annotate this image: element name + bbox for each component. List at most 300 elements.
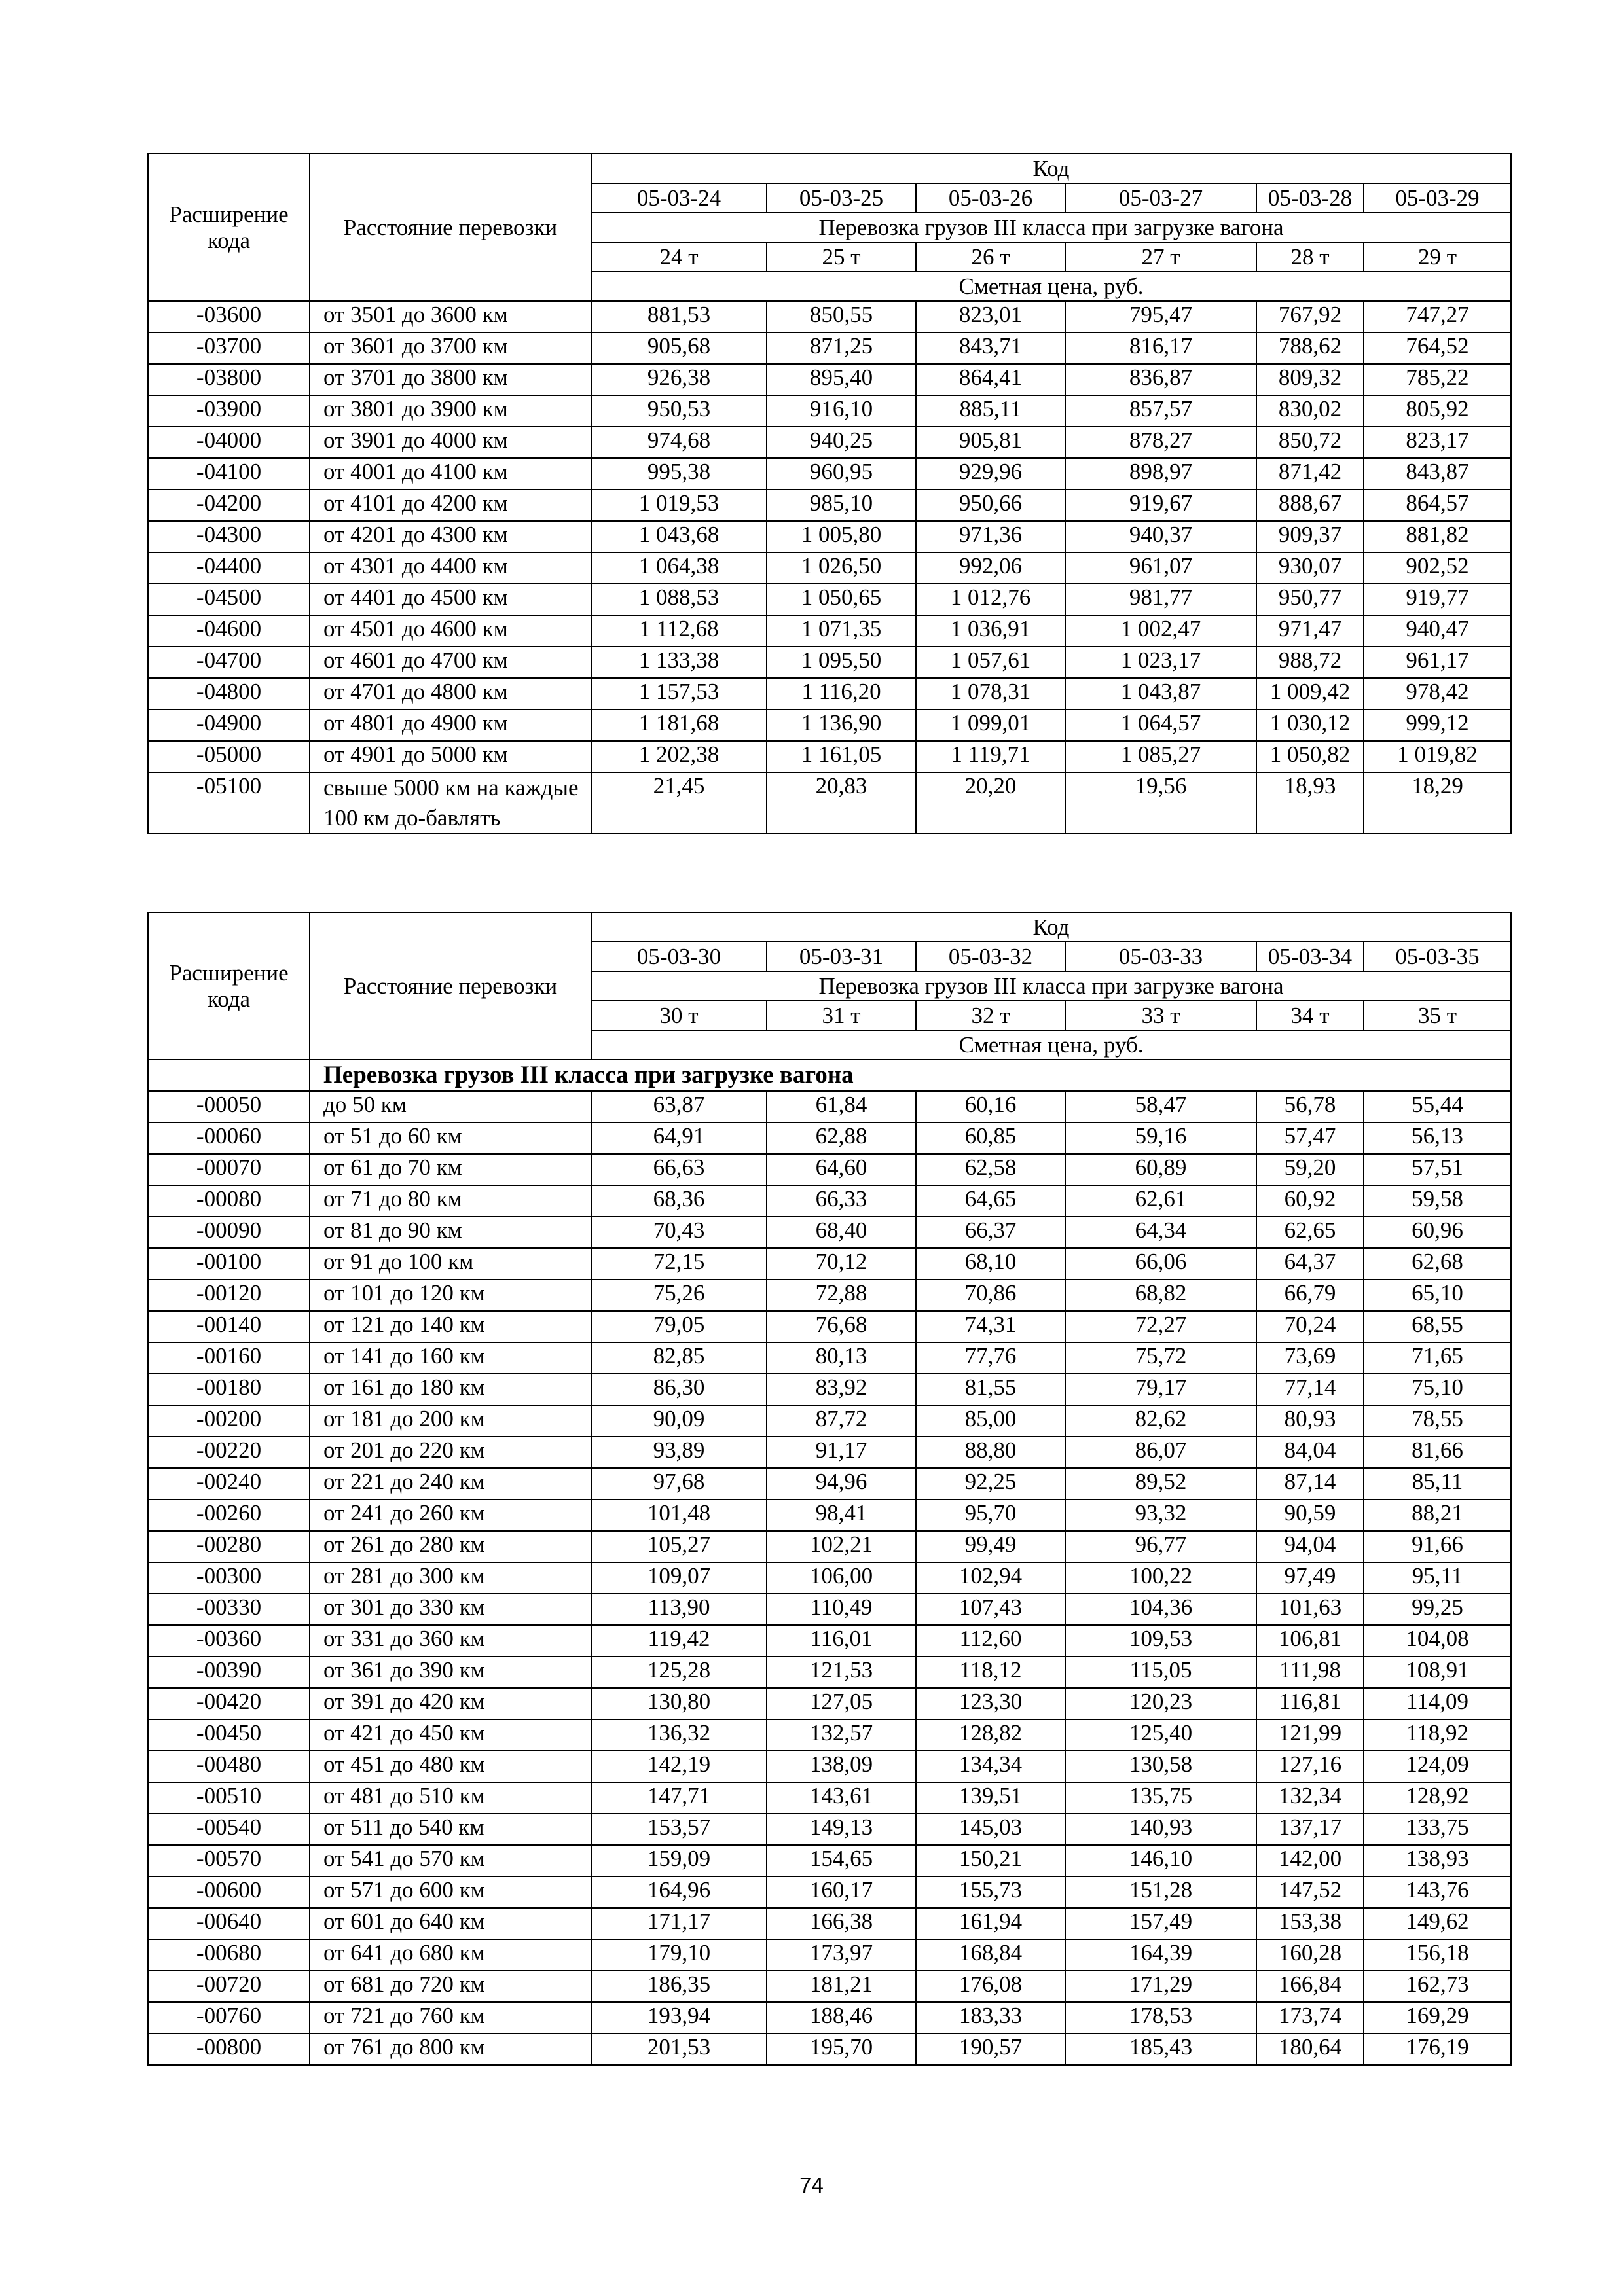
price-cell: 108,91 (1364, 1657, 1511, 1688)
code-extension-cell: -04200 (148, 490, 310, 521)
distance-cell: свыше 5000 км на каждые 100 км до-бавлять (310, 772, 591, 834)
price-cell: 77,76 (916, 1342, 1065, 1374)
price-cell: 154,65 (767, 1845, 916, 1876)
table-row (148, 1876, 1511, 1908)
price-cell: 919,77 (1364, 584, 1511, 615)
price-cell: 919,67 (1065, 490, 1256, 521)
price-cell: 61,84 (767, 1091, 916, 1122)
price-cell: 66,37 (916, 1217, 1065, 1248)
price-cell: 137,17 (1256, 1814, 1364, 1845)
table-row (148, 1437, 1511, 1468)
header-price-label: Сметная цена, руб. (591, 272, 1511, 301)
distance-cell: от 511 до 540 км (310, 1814, 591, 1845)
price-cell: 107,43 (916, 1594, 1065, 1625)
price-cell: 92,25 (916, 1468, 1065, 1499)
distance-cell: от 4901 до 5000 км (310, 741, 591, 772)
price-cell: 830,02 (1256, 395, 1364, 427)
price-cell: 62,58 (916, 1154, 1065, 1185)
distance-cell: от 571 до 600 км (310, 1876, 591, 1908)
price-cell: 850,72 (1256, 427, 1364, 458)
table-row (148, 1751, 1511, 1782)
price-cell: 81,55 (916, 1374, 1065, 1405)
price-cell: 56,78 (1256, 1091, 1364, 1122)
price-cell: 73,69 (1256, 1342, 1364, 1374)
price-cell: 60,16 (916, 1091, 1065, 1122)
table-row (148, 1499, 1511, 1531)
price-cell: 940,25 (767, 427, 916, 458)
price-cell: 1 161,05 (767, 741, 916, 772)
price-cell: 58,47 (1065, 1091, 1256, 1122)
price-cell: 950,66 (916, 490, 1065, 521)
price-cell: 1 012,76 (916, 584, 1065, 615)
price-cell: 116,01 (767, 1625, 916, 1657)
code-extension-cell: -00510 (148, 1782, 310, 1814)
table-row (148, 1908, 1511, 1939)
distance-cell: от 4401 до 4500 км (310, 584, 591, 615)
price-cell: 1 064,57 (1065, 709, 1256, 741)
distance-cell: от 3801 до 3900 км (310, 395, 591, 427)
price-cell: 99,25 (1364, 1594, 1511, 1625)
price-cell: 147,52 (1256, 1876, 1364, 1908)
price-cell: 63,87 (591, 1091, 767, 1122)
table-row (148, 1280, 1511, 1311)
price-cell: 56,13 (1364, 1122, 1511, 1154)
distance-cell: от 121 до 140 км (310, 1311, 591, 1342)
table-row (148, 709, 1511, 741)
distance-cell: от 4801 до 4900 км (310, 709, 591, 741)
code-extension-cell: -00120 (148, 1280, 310, 1311)
price-cell: 79,17 (1065, 1374, 1256, 1405)
price-cell: 909,37 (1256, 521, 1364, 552)
price-cell: 188,46 (767, 2002, 916, 2034)
code-extension-cell: -00680 (148, 1939, 310, 1971)
price-cell: 156,18 (1364, 1939, 1511, 1971)
price-cell: 66,33 (767, 1185, 916, 1217)
table-row (148, 1217, 1511, 1248)
code-extension-cell: -00360 (148, 1625, 310, 1657)
price-cell: 186,35 (591, 1971, 767, 2002)
price-cell: 153,38 (1256, 1908, 1364, 1939)
distance-cell: от 641 до 680 км (310, 1939, 591, 1971)
price-cell: 105,27 (591, 1531, 767, 1562)
code-extension-cell: -04000 (148, 427, 310, 458)
header-code: Код (591, 912, 1511, 942)
price-cell: 764,52 (1364, 332, 1511, 364)
distance-cell: от 261 до 280 км (310, 1531, 591, 1562)
distance-cell: от 4601 до 4700 км (310, 647, 591, 678)
price-cell: 80,13 (767, 1342, 916, 1374)
price-cell: 102,21 (767, 1531, 916, 1562)
header-code-number: 05-03-34 (1256, 942, 1364, 971)
price-cell: 871,42 (1256, 458, 1364, 490)
price-cell: 160,17 (767, 1876, 916, 1908)
price-cell: 64,60 (767, 1154, 916, 1185)
price-cell: 805,92 (1364, 395, 1511, 427)
code-extension-cell: -00720 (148, 1971, 310, 2002)
price-cell: 18,93 (1256, 772, 1364, 834)
table-row (148, 1468, 1511, 1499)
price-cell: 65,10 (1364, 1280, 1511, 1311)
price-cell: 123,30 (916, 1688, 1065, 1719)
price-cell: 193,94 (591, 2002, 767, 2034)
price-cell: 823,17 (1364, 427, 1511, 458)
price-cell: 124,09 (1364, 1751, 1511, 1782)
price-cell: 795,47 (1065, 301, 1256, 332)
table-row (148, 1719, 1511, 1751)
price-cell: 166,38 (767, 1908, 916, 1939)
price-cell: 136,32 (591, 1719, 767, 1751)
price-cell: 64,65 (916, 1185, 1065, 1217)
price-cell: 78,55 (1364, 1405, 1511, 1437)
distance-cell: от 4701 до 4800 км (310, 678, 591, 709)
price-cell: 1 095,50 (767, 647, 916, 678)
price-cell: 885,11 (916, 395, 1065, 427)
price-cell: 134,34 (916, 1751, 1065, 1782)
price-cell: 145,03 (916, 1814, 1065, 1845)
distance-cell: от 221 до 240 км (310, 1468, 591, 1499)
code-extension-cell: -00300 (148, 1562, 310, 1594)
price-cell: 871,25 (767, 332, 916, 364)
table-row (148, 1311, 1511, 1342)
price-cell: 151,28 (1065, 1876, 1256, 1908)
price-cell: 1 157,53 (591, 678, 767, 709)
price-cell: 60,96 (1364, 1217, 1511, 1248)
header-code-number: 05-03-30 (591, 942, 767, 971)
distance-cell: от 331 до 360 км (310, 1625, 591, 1657)
table-row (148, 584, 1511, 615)
price-cell: 99,49 (916, 1531, 1065, 1562)
price-cell: 190,57 (916, 2034, 1065, 2065)
header-tonnage: 25 т (767, 242, 916, 272)
code-extension-cell: -00240 (148, 1468, 310, 1499)
price-cell: 62,88 (767, 1122, 916, 1154)
price-cell: 905,68 (591, 332, 767, 364)
distance-cell: от 281 до 300 км (310, 1562, 591, 1594)
price-cell: 74,31 (916, 1311, 1065, 1342)
table-row (148, 647, 1511, 678)
code-extension-cell: -00070 (148, 1154, 310, 1185)
price-cell: 809,32 (1256, 364, 1364, 395)
price-cell: 978,42 (1364, 678, 1511, 709)
price-cell: 961,07 (1065, 552, 1256, 584)
code-extension-cell: -00180 (148, 1374, 310, 1405)
price-cell: 20,83 (767, 772, 916, 834)
table-row (148, 490, 1511, 521)
price-cell: 85,11 (1364, 1468, 1511, 1499)
distance-cell: от 81 до 90 км (310, 1217, 591, 1248)
price-cell: 1 057,61 (916, 647, 1065, 678)
price-cell: 843,71 (916, 332, 1065, 364)
code-extension-cell: -00800 (148, 2034, 310, 2065)
code-extension-cell: -05100 (148, 772, 310, 834)
price-cell: 60,92 (1256, 1185, 1364, 1217)
table-row (148, 1625, 1511, 1657)
price-cell: 80,93 (1256, 1405, 1364, 1437)
table-row (148, 1594, 1511, 1625)
price-cell: 149,13 (767, 1814, 916, 1845)
price-cell: 143,76 (1364, 1876, 1511, 1908)
table-row (148, 364, 1511, 395)
distance-cell: от 71 до 80 км (310, 1185, 591, 1217)
price-cell: 57,51 (1364, 1154, 1511, 1185)
price-cell: 1 064,38 (591, 552, 767, 584)
price-cell: 140,93 (1065, 1814, 1256, 1845)
price-cell: 18,29 (1364, 772, 1511, 834)
table-row (148, 1374, 1511, 1405)
price-cell: 1 088,53 (591, 584, 767, 615)
table-row (148, 1154, 1511, 1185)
table-header (148, 154, 1511, 301)
price-cell: 55,44 (1364, 1091, 1511, 1122)
distance-cell: от 601 до 640 км (310, 1908, 591, 1939)
price-cell: 68,55 (1364, 1311, 1511, 1342)
price-cell: 971,47 (1256, 615, 1364, 647)
price-cell: 195,70 (767, 2034, 916, 2065)
price-cell: 62,61 (1065, 1185, 1256, 1217)
price-cell: 83,92 (767, 1374, 916, 1405)
price-cell: 864,57 (1364, 490, 1511, 521)
header-row (148, 154, 1511, 183)
header-code-extension: Расширение кода (148, 912, 310, 1060)
price-cell: 940,47 (1364, 615, 1511, 647)
price-cell: 905,81 (916, 427, 1065, 458)
price-cell: 1 133,38 (591, 647, 767, 678)
code-extension-cell: -00640 (148, 1908, 310, 1939)
price-cell: 139,51 (916, 1782, 1065, 1814)
price-cell: 106,00 (767, 1562, 916, 1594)
price-cell: 142,00 (1256, 1845, 1364, 1876)
header-tonnage: 28 т (1256, 242, 1364, 272)
distance-cell: от 721 до 760 км (310, 2002, 591, 2034)
table-row (148, 301, 1511, 332)
price-cell: 121,53 (767, 1657, 916, 1688)
code-extension-cell: -00080 (148, 1185, 310, 1217)
price-cell: 1 043,68 (591, 521, 767, 552)
price-cell: 70,24 (1256, 1311, 1364, 1342)
price-cell: 1 023,17 (1065, 647, 1256, 678)
section-row (148, 1060, 1511, 1091)
table-row (148, 741, 1511, 772)
table-row (148, 1562, 1511, 1594)
distance-cell: от 3701 до 3800 км (310, 364, 591, 395)
distance-cell: от 201 до 220 км (310, 1437, 591, 1468)
price-cell: 1 002,47 (1065, 615, 1256, 647)
price-cell: 77,14 (1256, 1374, 1364, 1405)
code-extension-cell: -03800 (148, 364, 310, 395)
price-cell: 864,41 (916, 364, 1065, 395)
distance-cell: от 3901 до 4000 км (310, 427, 591, 458)
price-cell: 173,74 (1256, 2002, 1364, 2034)
price-cell: 96,77 (1065, 1531, 1256, 1562)
price-cell: 185,43 (1065, 2034, 1256, 2065)
price-cell: 130,80 (591, 1688, 767, 1719)
price-cell: 926,38 (591, 364, 767, 395)
section-empty-cell (148, 1060, 310, 1091)
price-cell: 70,12 (767, 1248, 916, 1280)
table-row (148, 458, 1511, 490)
price-cell: 178,53 (1065, 2002, 1256, 2034)
price-cell: 70,86 (916, 1280, 1065, 1311)
price-cell: 118,12 (916, 1657, 1065, 1688)
header-code-number: 05-03-24 (591, 183, 767, 213)
price-cell: 64,91 (591, 1122, 767, 1154)
table-row (148, 678, 1511, 709)
price-cell: 62,65 (1256, 1217, 1364, 1248)
distance-cell: от 391 до 420 км (310, 1688, 591, 1719)
table-row (148, 1814, 1511, 1845)
distance-cell: до 50 км (310, 1091, 591, 1122)
code-extension-cell: -00090 (148, 1217, 310, 1248)
price-cell: 20,20 (916, 772, 1065, 834)
price-cell: 72,27 (1065, 1311, 1256, 1342)
price-cell: 162,73 (1364, 1971, 1511, 2002)
price-cell: 68,40 (767, 1217, 916, 1248)
price-cell: 164,39 (1065, 1939, 1256, 1971)
price-cell: 94,04 (1256, 1531, 1364, 1562)
table-row (148, 1185, 1511, 1217)
price-cell: 70,43 (591, 1217, 767, 1248)
price-cell: 153,57 (591, 1814, 767, 1845)
table-row (148, 1122, 1511, 1154)
price-cell: 1 036,91 (916, 615, 1065, 647)
code-extension-cell: -00280 (148, 1531, 310, 1562)
price-cell: 113,90 (591, 1594, 767, 1625)
code-extension-cell: -00060 (148, 1122, 310, 1154)
price-cell: 57,47 (1256, 1122, 1364, 1154)
price-cell: 1 078,31 (916, 678, 1065, 709)
header-tonnage: 24 т (591, 242, 767, 272)
price-cell: 86,07 (1065, 1437, 1256, 1468)
header-distance: Расстояние перевозки (310, 912, 591, 1060)
price-cell: 171,29 (1065, 1971, 1256, 2002)
price-cell: 59,20 (1256, 1154, 1364, 1185)
header-load-description: Перевозка грузов III класса при загрузке вагона (591, 213, 1511, 242)
price-cell: 836,87 (1065, 364, 1256, 395)
price-cell: 180,64 (1256, 2034, 1364, 2065)
price-cell: 881,82 (1364, 521, 1511, 552)
price-cell: 950,53 (591, 395, 767, 427)
header-tonnage: 29 т (1364, 242, 1511, 272)
price-cell: 201,53 (591, 2034, 767, 2065)
price-cell: 75,26 (591, 1280, 767, 1311)
header-code-extension: Расширение кода (148, 154, 310, 301)
price-cell: 971,36 (916, 521, 1065, 552)
header-code-number: 05-03-25 (767, 183, 916, 213)
price-cell: 64,34 (1065, 1217, 1256, 1248)
price-cell: 72,88 (767, 1280, 916, 1311)
table-row (148, 2002, 1511, 2034)
price-cell: 1 136,90 (767, 709, 916, 741)
price-cell: 87,14 (1256, 1468, 1364, 1499)
code-extension-cell: -00140 (148, 1311, 310, 1342)
code-extension-cell: -00260 (148, 1499, 310, 1531)
table-row (148, 1939, 1511, 1971)
table-body (148, 301, 1511, 834)
price-cell: 125,28 (591, 1657, 767, 1688)
price-cell: 59,16 (1065, 1122, 1256, 1154)
table-row (148, 1531, 1511, 1562)
price-cell: 881,53 (591, 301, 767, 332)
header-code: Код (591, 154, 1511, 183)
price-table-1 (147, 153, 1512, 834)
distance-cell: от 4201 до 4300 км (310, 521, 591, 552)
distance-cell: от 141 до 160 км (310, 1342, 591, 1374)
distance-cell: от 91 до 100 км (310, 1248, 591, 1280)
price-cell: 850,55 (767, 301, 916, 332)
code-extension-cell: -00600 (148, 1876, 310, 1908)
code-extension-cell: -03600 (148, 301, 310, 332)
price-cell: 1 030,12 (1256, 709, 1364, 741)
price-cell: 160,28 (1256, 1939, 1364, 1971)
table-row (148, 2034, 1511, 2065)
price-cell: 128,92 (1364, 1782, 1511, 1814)
table-row (148, 1091, 1511, 1122)
header-tonnage: 34 т (1256, 1001, 1364, 1030)
price-cell: 1 202,38 (591, 741, 767, 772)
table-row (148, 615, 1511, 647)
header-code-number: 05-03-35 (1364, 942, 1511, 971)
code-extension-cell: -04400 (148, 552, 310, 584)
price-cell: 66,79 (1256, 1280, 1364, 1311)
price-cell: 115,05 (1065, 1657, 1256, 1688)
code-extension-cell: -00330 (148, 1594, 310, 1625)
price-cell: 930,07 (1256, 552, 1364, 584)
table-row (148, 1657, 1511, 1688)
price-cell: 929,96 (916, 458, 1065, 490)
section-title: Перевозка грузов III класса при загрузке вагона (310, 1060, 1511, 1091)
price-cell: 128,82 (916, 1719, 1065, 1751)
header-code-number: 05-03-28 (1256, 183, 1364, 213)
price-cell: 60,89 (1065, 1154, 1256, 1185)
price-cell: 66,06 (1065, 1248, 1256, 1280)
price-cell: 90,09 (591, 1405, 767, 1437)
price-cell: 902,52 (1364, 552, 1511, 584)
price-cell: 101,63 (1256, 1594, 1364, 1625)
price-cell: 133,75 (1364, 1814, 1511, 1845)
price-cell: 101,48 (591, 1499, 767, 1531)
code-extension-cell: -00160 (148, 1342, 310, 1374)
price-cell: 91,66 (1364, 1531, 1511, 1562)
code-extension-cell: -00220 (148, 1437, 310, 1468)
price-cell: 88,80 (916, 1437, 1065, 1468)
table-row (148, 395, 1511, 427)
price-cell: 95,70 (916, 1499, 1065, 1531)
price-cell: 1 019,53 (591, 490, 767, 521)
price-cell: 81,66 (1364, 1437, 1511, 1468)
price-cell: 21,45 (591, 772, 767, 834)
price-cell: 114,09 (1364, 1688, 1511, 1719)
header-code-number: 05-03-29 (1364, 183, 1511, 213)
price-cell: 816,17 (1065, 332, 1256, 364)
code-extension-cell: -03900 (148, 395, 310, 427)
header-distance: Расстояние перевозки (310, 154, 591, 301)
price-cell: 19,56 (1065, 772, 1256, 834)
distance-cell: от 161 до 180 км (310, 1374, 591, 1405)
price-cell: 100,22 (1065, 1562, 1256, 1594)
price-cell: 62,68 (1364, 1248, 1511, 1280)
price-cell: 1 119,71 (916, 741, 1065, 772)
price-cell: 169,29 (1364, 2002, 1511, 2034)
price-cell: 988,72 (1256, 647, 1364, 678)
header-tonnage: 26 т (916, 242, 1065, 272)
price-cell: 1 099,01 (916, 709, 1065, 741)
code-extension-cell: -04500 (148, 584, 310, 615)
price-cell: 166,84 (1256, 1971, 1364, 2002)
distance-cell: от 4001 до 4100 км (310, 458, 591, 490)
distance-cell: от 101 до 120 км (310, 1280, 591, 1311)
price-cell: 1 009,42 (1256, 678, 1364, 709)
code-extension-cell: -04300 (148, 521, 310, 552)
